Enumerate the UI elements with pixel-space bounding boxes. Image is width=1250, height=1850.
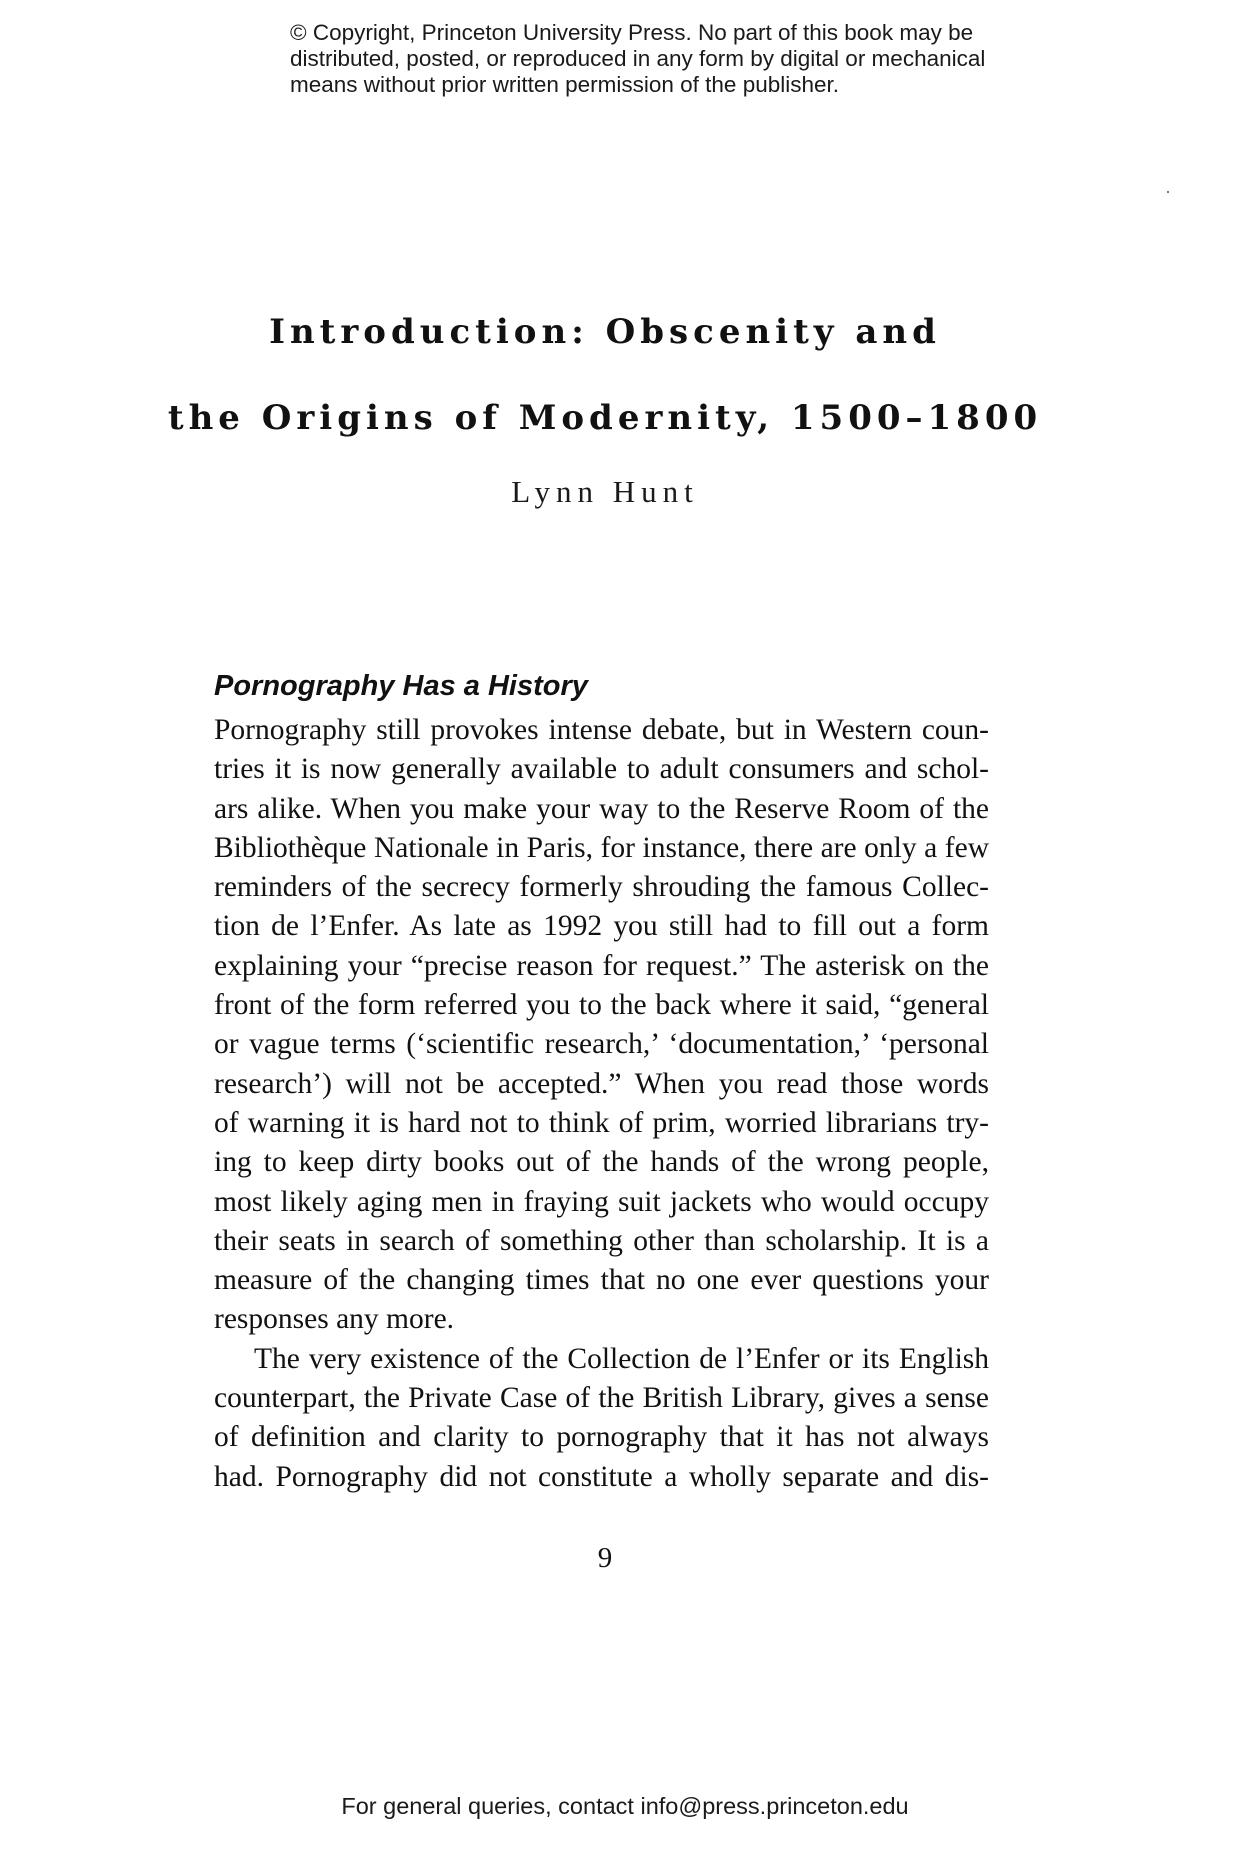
section-heading: Pornography Has a History (214, 670, 588, 702)
body-line: counterpart, the Private Case of the British Library, gives a sense (214, 1382, 989, 1415)
chapter-title-line-2: the Origins of Modernity, 1500–1800 (167, 398, 1043, 438)
body-line: explaining your “precise reason for request.” The asterisk on the (214, 949, 989, 982)
body-line: The very existence of the Collection de l’Enfer or its English (254, 1342, 989, 1375)
copyright-line: distributed, posted, or reproduced in any form by digital or mechanical (290, 46, 986, 71)
body-line: or vague terms (‘scientific research,’ ‘documentation,’ ‘personal (214, 1028, 989, 1061)
chapter-title-line-1: Introduction: Obscenity and (269, 312, 941, 352)
body-line: front of the form referred you to the back where it said, “general (214, 989, 989, 1022)
body-text (214, 711, 989, 1497)
body-line: of definition and clarity to pornography that it has not always (214, 1421, 989, 1454)
body-line: their seats in search of something other than scholarship. It is a (214, 1224, 989, 1257)
body-line: Pornography still provokes intense debate, but in Western coun- (214, 714, 989, 746)
footer-contact: For general queries, contact info@press.princeton.edu (341, 1793, 909, 1819)
body-line: research’) will not be accepted.” When you read those words (214, 1067, 989, 1100)
scan-speck (1167, 191, 1169, 193)
body-line: Bibliothèque Nationale in Paris, for instance, there are only a few (214, 831, 989, 864)
body-line: reminders of the secrecy formerly shrouding the famous Collec- (214, 871, 989, 904)
body-line: had. Pornography did not constitute a wholly separate and dis- (214, 1460, 989, 1493)
chapter-author: Lynn Hunt (511, 474, 699, 509)
copyright-line: means without prior written permission of the publisher. (290, 72, 840, 97)
body-line: ing to keep dirty books out of the hands of the wrong people, (214, 1146, 989, 1179)
body-line: ars alike. When you make your way to the Reserve Room of the (214, 792, 989, 825)
body-line: responses any more. (214, 1303, 455, 1336)
body-line: measure of the changing times that no one ever questions your (214, 1264, 989, 1297)
body-line: tion de l’Enfer. As late as 1992 you still had to fill out a form (214, 910, 989, 943)
body-line: most likely aging men in fraying suit jackets who would occupy (214, 1185, 989, 1218)
body-line: tries it is now generally available to adult consumers and schol- (214, 753, 989, 786)
page-number: 9 (597, 1542, 613, 1574)
copyright-notice (290, 20, 1030, 98)
copyright-line: © Copyright, Princeton University Press. No part of this book may be (290, 20, 974, 45)
body-line: of warning it is hard not to think of prim, worried librarians try- (214, 1106, 989, 1139)
